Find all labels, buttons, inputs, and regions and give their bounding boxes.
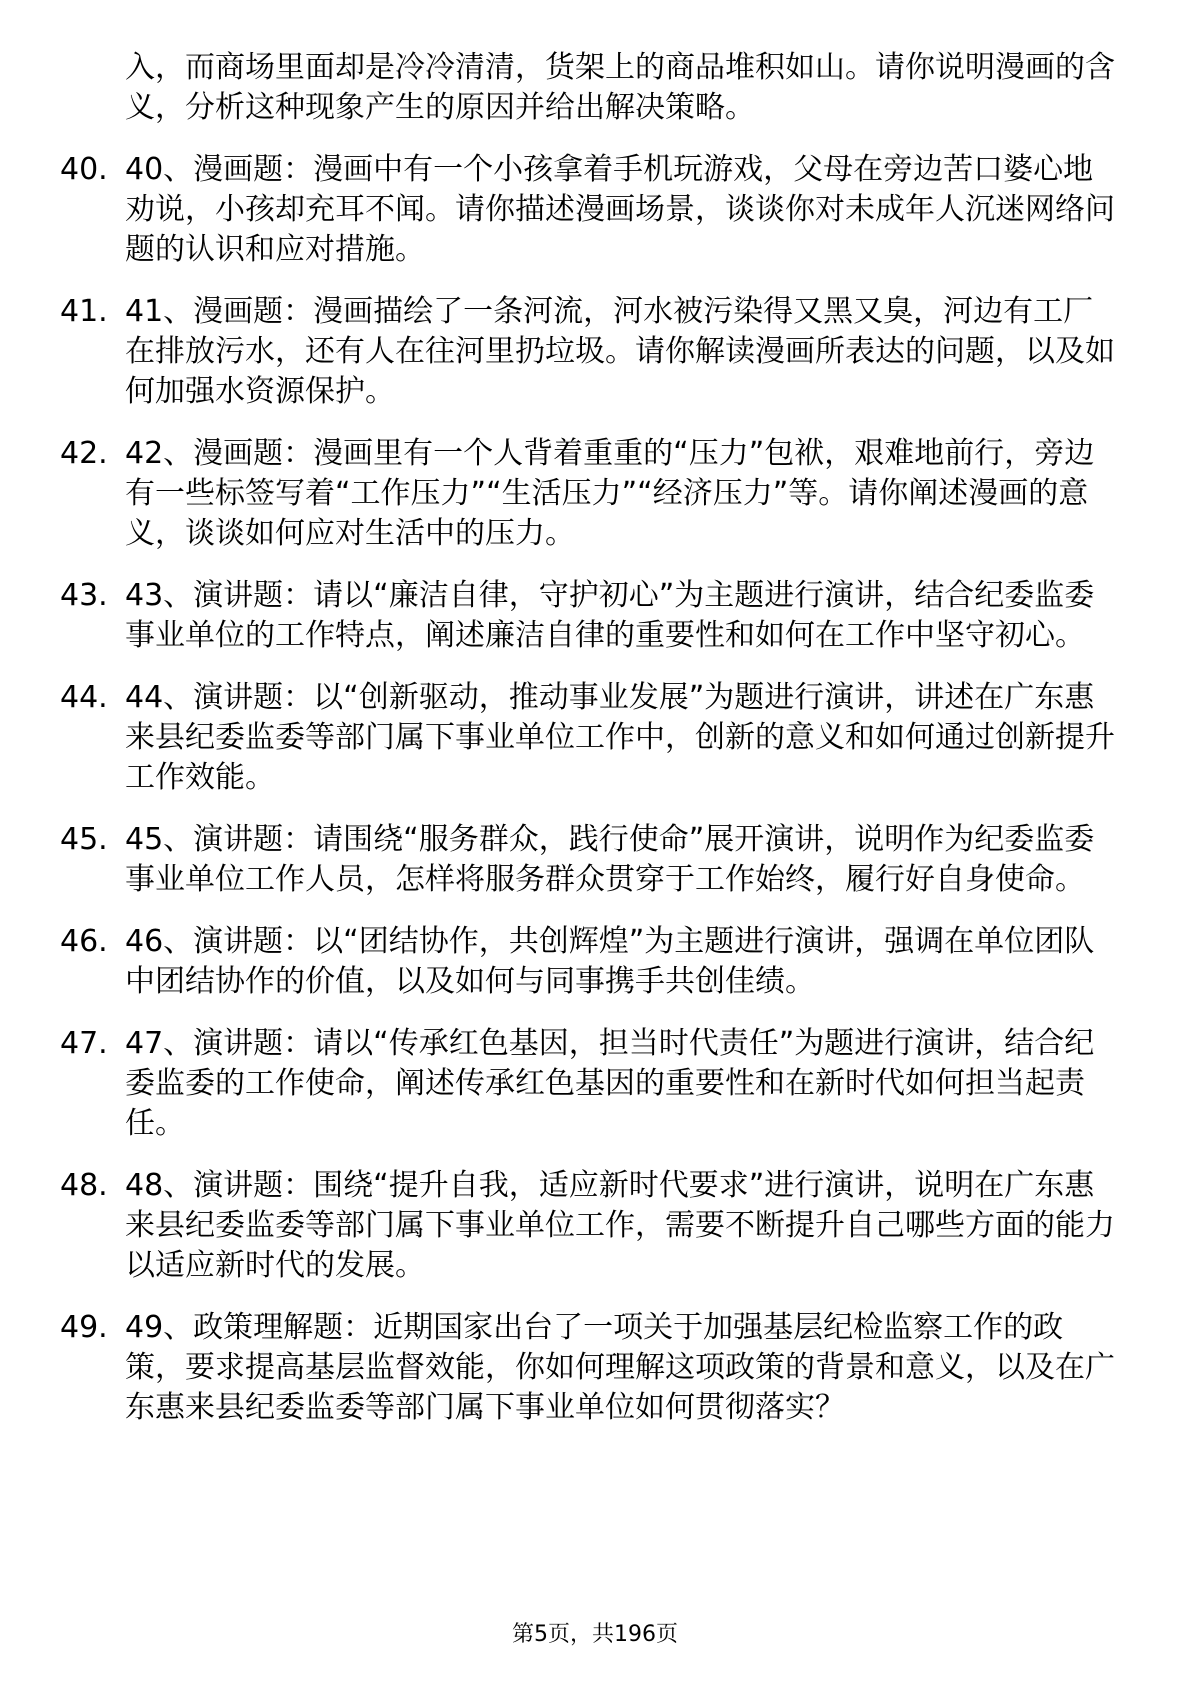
list-item <box>60 678 1120 798</box>
list-item <box>60 1308 1120 1428</box>
list-item <box>60 150 1120 270</box>
item-number: 44. <box>60 680 108 715</box>
list-item <box>60 576 1120 656</box>
item-text: 44、演讲题：以“创新驱动，推动事业发展”为题进行演讲，讲述在广东惠来县纪委监委等部门属下事业单位工作中，创新的意义和如何通过创新提升工作效能。 <box>125 680 1115 795</box>
item-number: 47. <box>60 1026 108 1061</box>
list-item <box>60 434 1120 554</box>
item-text: 40、漫画题：漫画中有一个小孩拿着手机玩游戏，父母在旁边苦口婆心地劝说，小孩却充耳不闻。请你描述漫画场景，谈谈你对未成年人沉迷网络问题的认识和应对措施。 <box>125 152 1115 267</box>
list-item <box>60 1024 1120 1144</box>
item-number: 40. <box>60 152 108 187</box>
item-text: 47、演讲题：请以“传承红色基因，担当时代责任”为题进行演讲，结合纪委监委的工作使命，阐述传承红色基因的重要性和在新时代如何担当起责任。 <box>125 1026 1095 1141</box>
page-footer: 第5页，共196页 <box>512 1622 678 1647</box>
list-item <box>60 922 1120 1002</box>
item-text: 45、演讲题：请围绕“服务群众，践行使命”展开演讲，说明作为纪委监委事业单位工作人员，怎样将服务群众贯穿于工作始终，履行好自身使命。 <box>125 822 1095 897</box>
item-number: 41. <box>60 294 108 329</box>
question-list <box>60 48 1120 1428</box>
item-number: 43. <box>60 578 108 613</box>
list-item <box>60 820 1120 900</box>
item-number: 48. <box>60 1168 108 1203</box>
item-text: 43、演讲题：请以“廉洁自律，守护初心”为主题进行演讲，结合纪委监委事业单位的工作特点，阐述廉洁自律的重要性和如何在工作中坚守初心。 <box>125 578 1095 653</box>
continuation-paragraph: 入，而商场里面却是冷冷清清，货架上的商品堆积如山。请你说明漫画的含义，分析这种现象产生的原因并给出解决策略。 <box>125 50 1115 125</box>
item-number: 49. <box>60 1310 108 1345</box>
list-item <box>60 292 1120 412</box>
item-text: 46、演讲题：以“团结协作，共创辉煌”为主题进行演讲，强调在单位团队中团结协作的价值，以及如何与同事携手共创佳绩。 <box>125 924 1095 999</box>
item-number: 45. <box>60 822 108 857</box>
item-text: 49、政策理解题：近期国家出台了一项关于加强基层纪检监察工作的政策，要求提高基层监督效能，你如何理解这项政策的背景和意义，以及在广东惠来县纪委监委等部门属下事业单位如何贯彻落实？ <box>125 1310 1115 1425</box>
list-item <box>60 1166 1120 1286</box>
item-text: 42、漫画题：漫画里有一个人背着重重的“压力”包袱，艰难地前行，旁边有一些标签写着“工作压力”“生活压力”“经济压力”等。请你阐述漫画的意义，谈谈如何应对生活中的压力。 <box>125 436 1095 551</box>
item-number: 46. <box>60 924 108 959</box>
item-text: 48、演讲题：围绕“提升自我，适应新时代要求”进行演讲，说明在广东惠来县纪委监委等部门属下事业单位工作，需要不断提升自己哪些方面的能力以适应新时代的发展。 <box>125 1168 1115 1283</box>
item-number: 42. <box>60 436 108 471</box>
item-text: 41、漫画题：漫画描绘了一条河流，河水被污染得又黑又臭，河边有工厂在排放污水，还有人在往河里扔垃圾。请你解读漫画所表达的问题，以及如何加强水资源保护。 <box>125 294 1115 409</box>
